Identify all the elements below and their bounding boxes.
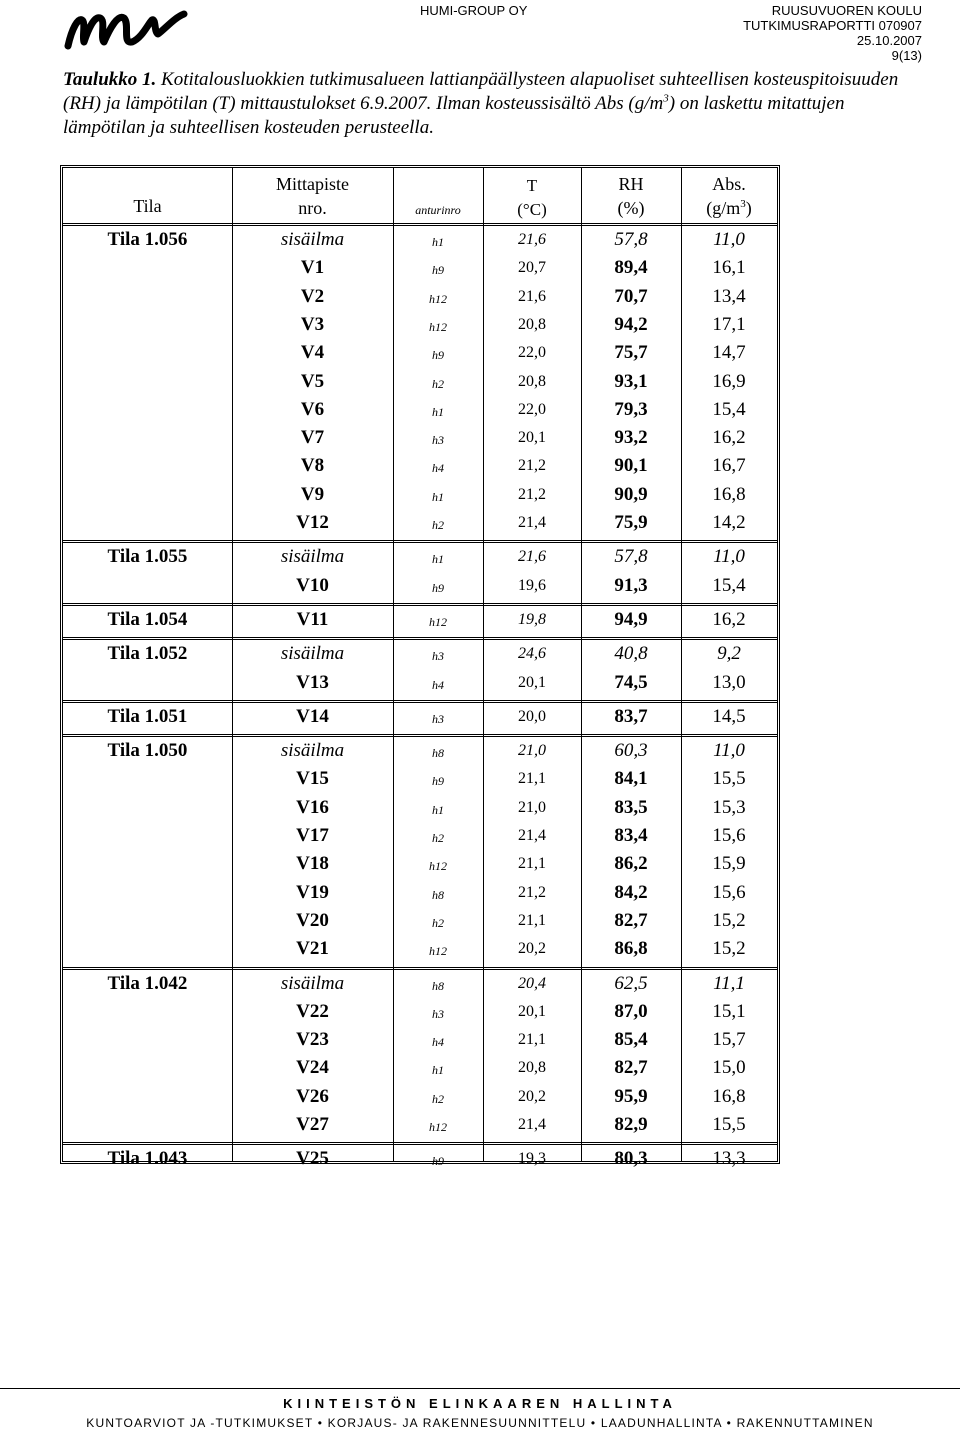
- cell-point: V13: [296, 671, 329, 693]
- cell-t: 20,8: [518, 315, 546, 333]
- cell-abs: 15,0: [712, 1057, 746, 1079]
- cell-point: V16: [296, 796, 329, 818]
- cell-sensor: h1: [432, 802, 444, 817]
- cell-t: 20,1: [518, 429, 546, 447]
- cell-abs: 16,9: [712, 370, 746, 392]
- cell-point: V12: [296, 512, 329, 533]
- cell-abs: 16,1: [712, 257, 746, 279]
- cell-t: 19,8: [518, 610, 546, 628]
- cell-rh: 82,7: [614, 909, 648, 931]
- cell-point: V10: [296, 574, 329, 596]
- cell-rh: 83,7: [614, 705, 648, 727]
- header-school: RUUSUVUOREN KOULU: [771, 3, 922, 18]
- cell-rh: 83,4: [614, 825, 648, 846]
- cell-point: V27: [296, 1114, 329, 1135]
- cell-abs: 14,5: [712, 705, 746, 727]
- cell-point: sisäilma: [280, 546, 345, 568]
- cell-t: 21,2: [518, 457, 546, 475]
- cell-rh: 75,7: [614, 342, 648, 364]
- group-separator: [63, 734, 777, 737]
- cell-sensor: h2: [432, 518, 444, 532]
- cell-t: 21,1: [518, 855, 546, 873]
- cell-rh: 87,0: [614, 1000, 648, 1022]
- tila-label: Tila 1.051: [107, 705, 188, 727]
- header-abs-sup: 3: [740, 198, 746, 210]
- tila-label: Tila 1.050: [107, 740, 188, 762]
- cell-rh: 82,7: [614, 1057, 648, 1079]
- header-mittapiste-line2: nro.: [298, 198, 327, 218]
- group-separator: [63, 967, 777, 970]
- cell-sensor: h4: [432, 677, 444, 692]
- cell-t: 21,1: [518, 911, 546, 929]
- cell-point: V9: [300, 483, 325, 505]
- cell-rh: 62,5: [614, 972, 648, 994]
- cell-rh: 86,8: [614, 938, 648, 960]
- cell-t: 21,4: [518, 827, 546, 844]
- cell-rh: 70,7: [614, 285, 648, 307]
- cell-point: V6: [300, 398, 325, 420]
- cell-sensor: h12: [429, 1120, 447, 1134]
- cell-point: V22: [296, 1000, 329, 1022]
- cell-t: 20,8: [518, 372, 546, 390]
- cell-rh: 82,9: [614, 1114, 648, 1135]
- cell-abs: 11,0: [713, 740, 745, 762]
- cell-abs: 15,9: [712, 853, 746, 875]
- cell-sensor: h9: [432, 263, 444, 278]
- cell-abs: 15,5: [712, 768, 746, 790]
- group-separator: [63, 223, 777, 226]
- cell-t: 21,6: [518, 548, 546, 566]
- cell-t: 20,4: [518, 974, 546, 992]
- cell-point: V21: [296, 938, 329, 960]
- cell-abs: 16,7: [712, 455, 746, 477]
- caption-sup: 3: [663, 92, 669, 105]
- cell-rh: 84,1: [614, 768, 648, 790]
- cell-abs: 13,0: [712, 671, 746, 693]
- cell-rh: 57,8: [614, 546, 648, 568]
- cell-rh: 74,5: [614, 671, 648, 693]
- cell-point: V25: [296, 1148, 329, 1170]
- cell-sensor: h9: [432, 1154, 444, 1169]
- cell-sensor: h2: [432, 376, 444, 391]
- cell-sensor: h4: [432, 461, 444, 476]
- cell-t: 20,0: [518, 707, 546, 725]
- header-report-id: TUTKIMUSRAPORTTI 070907: [743, 18, 922, 33]
- cell-abs: 15,4: [712, 398, 746, 420]
- tila-label: Tila 1.052: [107, 643, 188, 665]
- cell-abs: 13,4: [712, 285, 746, 307]
- cell-rh: 89,4: [614, 257, 648, 279]
- cell-point: V18: [296, 853, 329, 875]
- cell-t: 21,1: [518, 1031, 546, 1049]
- cell-sensor: h9: [432, 774, 444, 789]
- cell-rh: 90,9: [614, 483, 648, 505]
- cell-abs: 16,2: [712, 427, 746, 449]
- cell-sensor: h8: [432, 978, 444, 993]
- cell-t: 22,0: [518, 344, 546, 362]
- header-abs-close: ): [745, 198, 752, 218]
- cell-rh: 90,1: [614, 455, 648, 477]
- cell-abs: 15,5: [712, 1114, 746, 1135]
- measurement-table: [60, 165, 780, 1170]
- tila-label: Tila 1.056: [107, 229, 188, 250]
- cell-t: 24,6: [518, 645, 546, 663]
- cell-abs: 15,6: [712, 881, 746, 903]
- header-temperature: [483, 174, 581, 222]
- header-abs-unit: (g/m: [706, 198, 741, 218]
- group-separator: [63, 637, 777, 640]
- cell-sensor: h9: [432, 580, 444, 595]
- cell-t: 21,0: [518, 742, 546, 760]
- cell-sensor: h4: [432, 1035, 444, 1050]
- cell-t: 20,2: [518, 940, 546, 958]
- header-tila: Tila: [133, 196, 162, 216]
- cell-rh: 85,4: [614, 1029, 648, 1051]
- group-separator: [63, 700, 777, 703]
- cell-sensor: h3: [432, 711, 444, 726]
- cell-sensor: h3: [432, 433, 444, 448]
- cell-rh: 95,9: [614, 1085, 648, 1107]
- cell-sensor: h1: [432, 1063, 444, 1078]
- cell-rh: 94,9: [614, 608, 648, 630]
- cell-sensor: h1: [432, 404, 444, 419]
- cell-t: 20,8: [518, 1059, 546, 1077]
- cell-abs: 16,2: [712, 608, 746, 630]
- footer-slogan: KIINTEISTÖN ELINKAAREN HALLINTA: [283, 1396, 677, 1411]
- cell-point: V4: [300, 342, 325, 364]
- cell-t: 20,1: [518, 673, 546, 691]
- cell-t: 19,6: [518, 576, 546, 594]
- cell-sensor: h12: [429, 614, 447, 629]
- cell-sensor: h8: [432, 887, 444, 902]
- cell-t: 21,1: [518, 770, 546, 788]
- cell-point: sisäilma: [280, 740, 345, 762]
- cell-rh: 91,3: [614, 574, 648, 596]
- header-abs-line1: Abs.: [712, 174, 746, 194]
- cell-sensor: h1: [432, 489, 444, 504]
- cell-point: V26: [296, 1085, 329, 1107]
- cell-sensor: h3: [432, 649, 444, 664]
- cell-point: V3: [300, 313, 325, 335]
- header-abs-line2: [681, 196, 777, 220]
- cell-abs: 15,2: [712, 909, 746, 931]
- header-mittapiste: [232, 172, 393, 220]
- cell-point: V8: [300, 455, 325, 477]
- cell-rh: 80,3: [614, 1148, 648, 1170]
- cell-rh: 86,2: [614, 853, 648, 875]
- cell-abs: 15,6: [712, 825, 746, 846]
- header-report-info: [743, 3, 922, 63]
- cell-sensor: h12: [429, 291, 447, 306]
- cell-sensor: h2: [432, 831, 444, 845]
- cell-sensor: h1: [432, 552, 444, 567]
- cell-point: V19: [296, 881, 329, 903]
- tila-label: Tila 1.054: [107, 608, 188, 630]
- cell-point: V7: [300, 427, 325, 449]
- cell-rh: 83,5: [614, 796, 648, 818]
- cell-t: 21,6: [518, 287, 546, 305]
- cell-abs: 11,1: [713, 972, 745, 994]
- cell-rh: 93,2: [614, 427, 648, 449]
- cell-t: 21,6: [518, 231, 546, 248]
- header-rh-line2: (%): [617, 198, 645, 218]
- cell-t: 22,0: [518, 400, 546, 418]
- cell-point: V24: [296, 1057, 329, 1079]
- tila-label: Tila 1.055: [107, 546, 188, 568]
- cell-t: 20,7: [518, 259, 546, 277]
- company-logo: [62, 8, 192, 56]
- header-company: HUMI-GROUP OY: [420, 3, 528, 18]
- cell-sensor: h1: [432, 235, 444, 249]
- header-t-line1: T: [526, 176, 538, 195]
- table-caption: [63, 68, 923, 140]
- cell-sensor: h2: [432, 915, 444, 930]
- cell-abs: 11,0: [713, 546, 745, 568]
- cell-abs: 16,8: [712, 483, 746, 505]
- cell-abs: 15,1: [712, 1000, 746, 1022]
- caption-label: Taulukko 1.: [63, 69, 157, 90]
- header-mittapiste-line1: Mittapiste: [276, 174, 349, 194]
- cell-t: 21,0: [518, 798, 546, 816]
- cell-point: V2: [300, 285, 325, 307]
- cell-rh: 60,3: [614, 740, 648, 762]
- cell-t: 20,1: [518, 1002, 546, 1020]
- cell-sensor: h8: [432, 746, 444, 761]
- cell-t: 21,2: [518, 883, 546, 901]
- cell-abs: 13,3: [712, 1148, 746, 1170]
- cell-point: V17: [296, 825, 329, 846]
- cell-t: 21,2: [518, 485, 546, 503]
- header-rh: [581, 172, 681, 220]
- cell-point: V15: [296, 768, 329, 790]
- footer-divider: [0, 1388, 960, 1389]
- cell-abs: 15,2: [712, 938, 746, 960]
- group-separator: [63, 540, 777, 543]
- cell-sensor: h12: [429, 319, 447, 334]
- cell-t: 21,4: [518, 514, 546, 531]
- cell-point: sisäilma: [280, 643, 345, 665]
- tila-label: Tila 1.043: [107, 1148, 188, 1170]
- cell-abs: 15,7: [712, 1029, 746, 1051]
- cell-sensor: h3: [432, 1006, 444, 1021]
- cell-t: 20,2: [518, 1087, 546, 1105]
- cell-sensor: h9: [432, 348, 444, 363]
- header-t-line2: (°C): [517, 200, 547, 219]
- cell-abs: 15,3: [712, 796, 746, 818]
- cell-point: sisäilma: [280, 972, 345, 994]
- group-separator: [63, 1142, 777, 1145]
- caption-text-end: ) on laskettu mitattujen lämpötilan ja suhteellisen kosteuden perusteella.: [63, 93, 845, 138]
- cell-sensor: h12: [429, 859, 447, 874]
- cell-point: V11: [296, 608, 329, 630]
- cell-sensor: h12: [429, 944, 447, 959]
- header-rh-line1: RH: [618, 174, 644, 194]
- header-abs: [681, 172, 777, 220]
- cell-sensor: h2: [432, 1091, 444, 1106]
- cell-rh: 94,2: [614, 313, 648, 335]
- cell-t: 21,4: [518, 1116, 546, 1133]
- header-page-number: 9(13): [891, 48, 922, 63]
- cell-abs: 16,8: [712, 1085, 746, 1107]
- group-separator: [63, 603, 777, 606]
- cell-point: sisäilma: [280, 229, 345, 250]
- cell-point: V20: [296, 909, 329, 931]
- cell-rh: 57,8: [614, 229, 648, 250]
- cell-rh: 84,2: [614, 881, 648, 903]
- cell-point: V1: [300, 257, 325, 279]
- cell-abs: 9,2: [717, 643, 741, 665]
- cell-point: V5: [300, 370, 325, 392]
- header-date: 25.10.2007: [856, 33, 922, 48]
- cell-rh: 75,9: [614, 512, 648, 533]
- footer-services: KUNTOARVIOT JA -TUTKIMUKSET • KORJAUS- JA RAKENNESUUNNITTELU • LAADUNHALLINTA • RAKENNUTTAMINEN: [86, 1416, 874, 1430]
- cell-abs: 14,7: [712, 342, 746, 364]
- cell-t: 19,3: [518, 1150, 546, 1168]
- cell-abs: 15,4: [712, 574, 746, 596]
- header-anturinro: anturinro: [415, 203, 461, 217]
- cell-rh: 40,8: [614, 643, 648, 665]
- caption-text: Kotitalousluokkien tutkimusalueen lattianpäällysteen alapuoliset suhteellisen kosteuspitoisuuden (RH) ja lämpötilan (T) mittaustulokset 6.9.2007. Ilman kosteussisältö Abs (g/m: [63, 69, 899, 114]
- cell-rh: 79,3: [614, 398, 648, 420]
- cell-abs: 11,0: [713, 229, 745, 250]
- cell-abs: 14,2: [712, 512, 746, 533]
- cell-rh: 93,1: [614, 370, 648, 392]
- cell-point: V23: [296, 1029, 329, 1051]
- tila-label: Tila 1.042: [107, 972, 188, 994]
- cell-point: V14: [296, 705, 329, 727]
- cell-abs: 17,1: [712, 313, 746, 335]
